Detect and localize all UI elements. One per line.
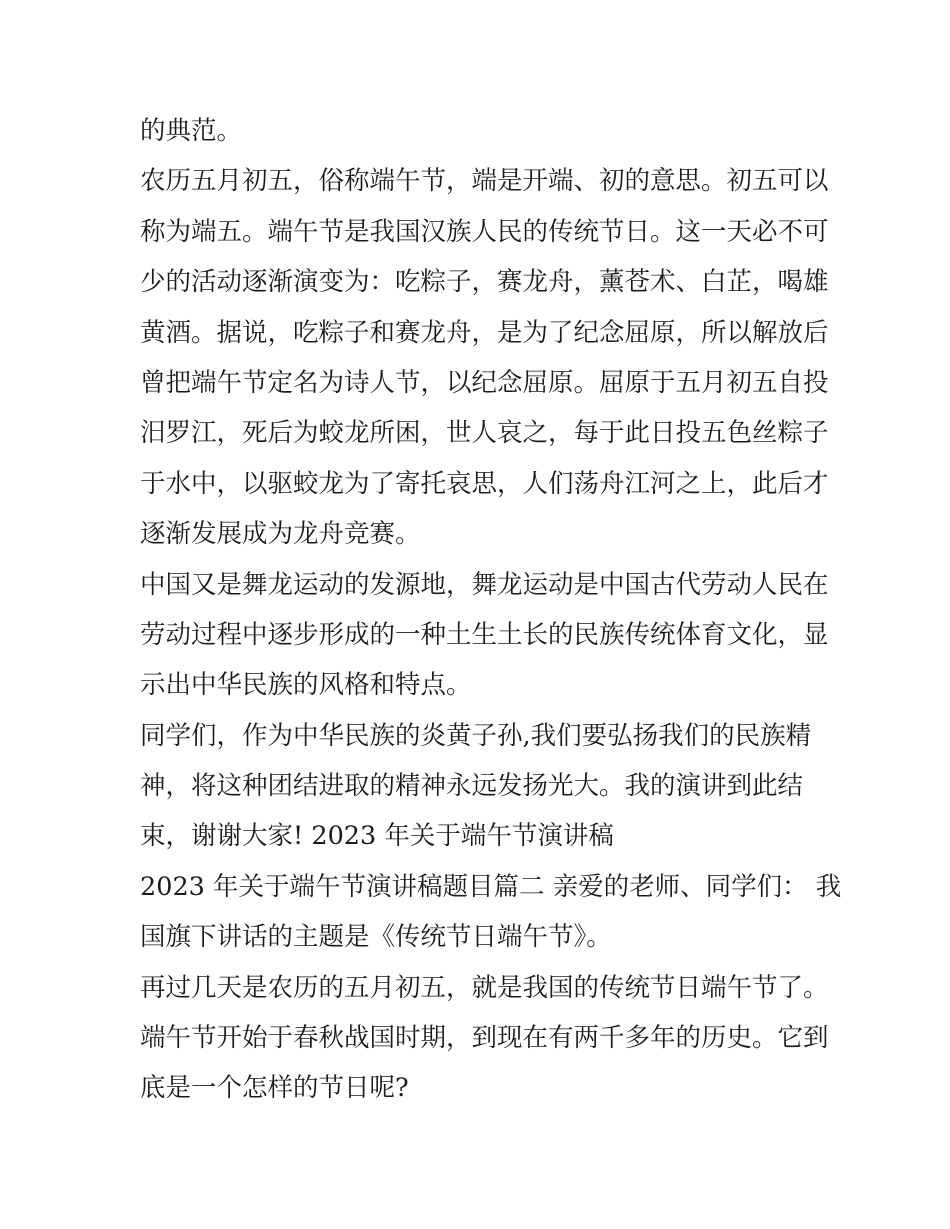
text-line: 劳动过程中逐步形成的一种土生土长的民族传统体育文化，显: [140, 619, 829, 650]
text-line: 底是一个怎样的节日呢?: [140, 1073, 409, 1104]
text-line: 于水中，以驱蛟龙为了寄托哀思，人们荡舟江河之上，此后才: [140, 468, 829, 499]
text-line: 汨罗江，死后为蛟龙所困，世人哀之，每于此日投五色丝粽子: [140, 418, 829, 449]
text-line: 黄酒。据说，吃粽子和赛龙舟，是为了纪念屈原，所以解放后: [140, 317, 829, 348]
text-line: 示出中华民族的风格和特点。: [140, 670, 472, 701]
text-line: 曾把端午节定名为诗人节，以纪念屈原。屈原于五月初五自投: [140, 367, 829, 398]
body-text: [140, 106, 842, 1114]
text-line: 中国又是舞龙运动的发源地，舞龙运动是中国古代劳动人民在: [140, 569, 829, 600]
text-line: 同学们，作为中华民族的炎黄子孙,我们要弘扬我们的民族精: [140, 720, 812, 751]
text-line: 神，将这种团结进取的精神永远发扬光大。我的演讲到此结: [140, 771, 804, 802]
text-line: 逐渐发展成为龙舟竞赛。: [140, 519, 421, 550]
text-line: 的典范。: [140, 116, 243, 146]
text-line: 端午节开始于春秋战国时期，到现在有两千多年的历史。它到: [140, 1023, 829, 1054]
text-line: 称为端五。端午节是我国汉族人民的传统节日。这一天必不可: [140, 216, 829, 247]
text-line: 2023 年关于端午节演讲稿题目篇二 亲爱的老师、同学们： 我: [140, 871, 842, 902]
text-line: 束，谢谢大家! 2023 年关于端午节演讲稿: [140, 821, 614, 852]
text-line: 国旗下讲话的主题是《传统节日端午节》。: [140, 922, 612, 953]
text-line: 再过几天是农历的五月初五，就是我国的传统节日端午节了。: [140, 972, 829, 1003]
text-line: 少的活动逐渐演变为：吃粽子，赛龙舟，薰苍术、白芷，喝雄: [140, 267, 829, 298]
text-line: 农历五月初五，俗称端午节，端是开端、初的意思。初五可以: [140, 166, 829, 197]
